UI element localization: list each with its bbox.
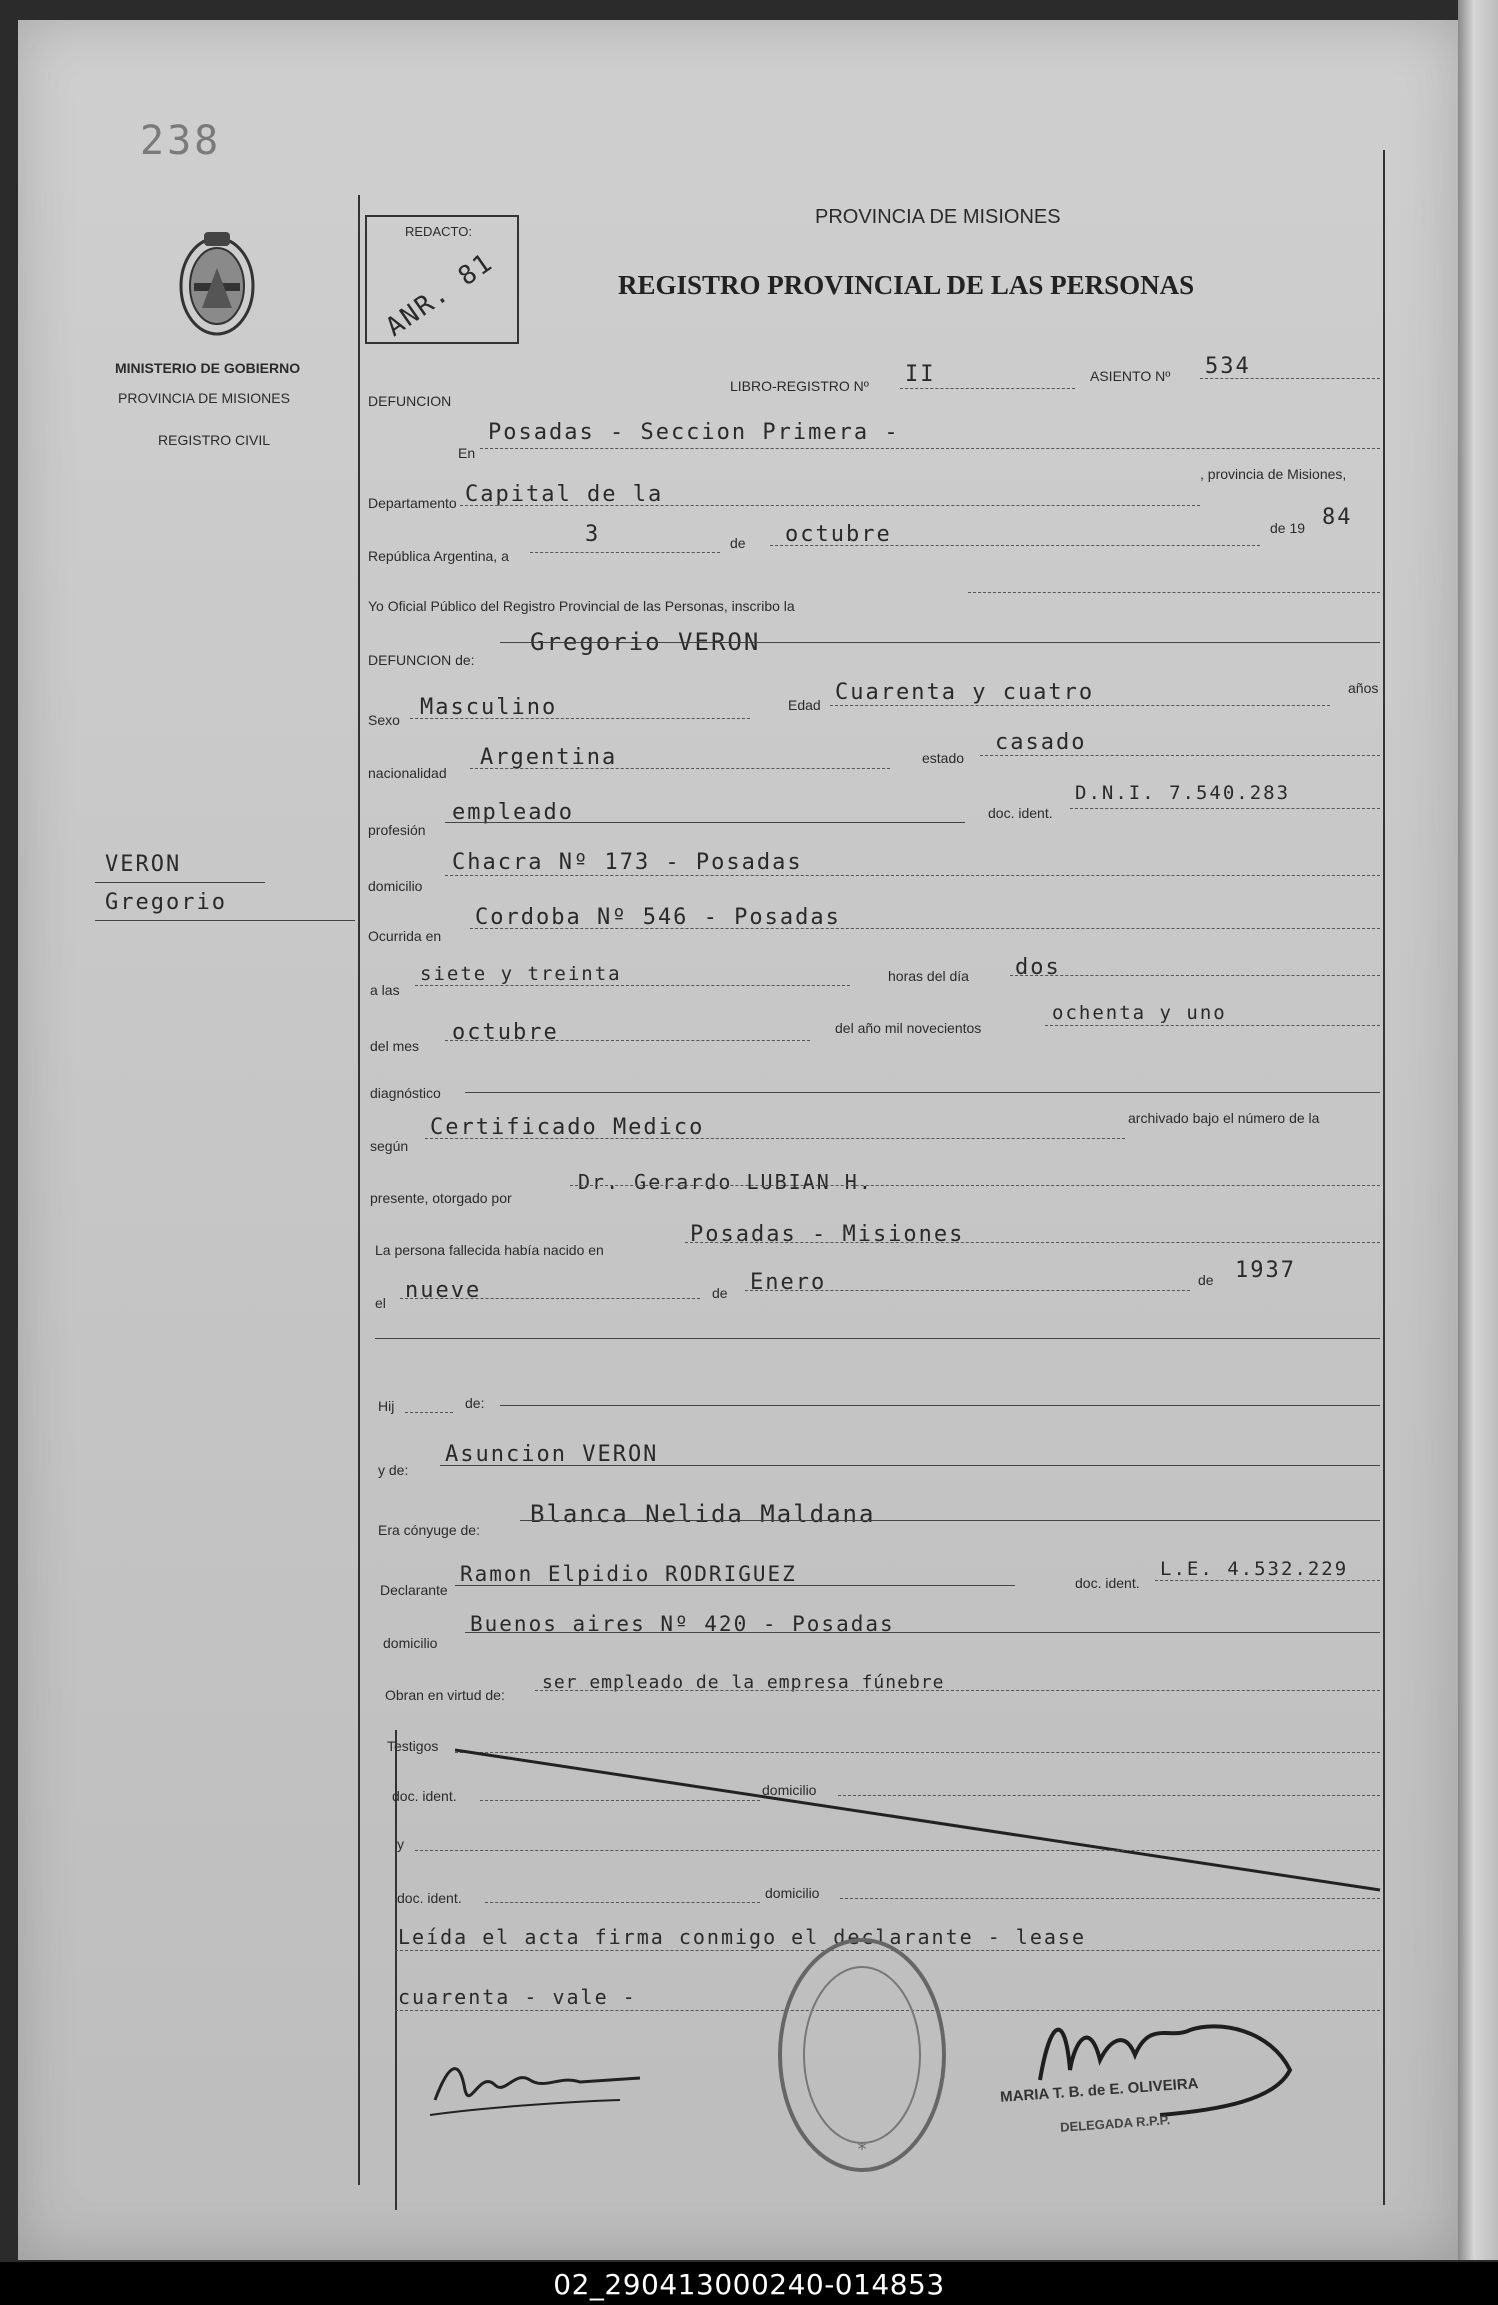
domicilio-label: domicilio (368, 878, 423, 894)
obran-value: ser empleado de la empresa fúnebre (542, 1672, 945, 1693)
el-de2-label: de (1198, 1272, 1214, 1288)
asiento-line (1200, 378, 1380, 379)
edad-value: Cuarenta y cuatro (835, 680, 1095, 705)
republica-month: octubre (785, 522, 892, 547)
margin-given-line (95, 920, 355, 921)
en-value: Posadas - Seccion Primera - (488, 420, 900, 445)
blank-line (375, 1338, 1380, 1339)
hij-de-label: de: (465, 1395, 485, 1411)
closing-line1: Leída el acta firma conmigo el declarante - lease (398, 1925, 1087, 1949)
profesion-value: empleado (452, 800, 574, 825)
form-left-border (358, 195, 360, 2185)
ministry-line1: MINISTERIO DE GOBIERNO (115, 360, 301, 376)
libro-value: II (905, 362, 936, 387)
margin-given: Gregorio (105, 890, 227, 915)
hij-label: Hij (378, 1398, 395, 1414)
doc2-label: doc. ident. (397, 1890, 462, 1906)
a-las-line (415, 985, 850, 986)
conyuge-line (520, 1520, 1380, 1521)
defuncion-de-value: Gregorio VERON (530, 628, 761, 656)
departamento-label: Departamento (368, 495, 457, 511)
ocurrida-line (470, 928, 1380, 929)
estado-value: casado (995, 730, 1087, 755)
libro-line (900, 388, 1075, 389)
diagnostico-line (465, 1092, 1380, 1093)
conyuge-value: Blanca Nelida Maldana (530, 1500, 876, 1528)
declarante-label: Declarante (380, 1582, 448, 1598)
ano-label: del año mil novecientos (835, 1020, 982, 1036)
margin-surname-line (95, 882, 265, 883)
dia-value: dos (1015, 955, 1061, 980)
republica-day: 3 (585, 522, 601, 547)
official-seal-stamp (770, 1930, 955, 2180)
book-binding-edge (1458, 0, 1498, 2260)
footer-id: 02_290413000240-014853 (553, 2268, 945, 2301)
republica-day-line (530, 552, 720, 553)
nacido-value: Posadas - Misiones (690, 1222, 965, 1247)
ano-value: ochenta y uno (1052, 1002, 1227, 1024)
domicilio2-line (465, 1632, 1380, 1633)
asiento-label: ASIENTO Nº (1090, 368, 1171, 384)
obran-label: Obran en virtud de: (385, 1687, 505, 1703)
ocurrida-label: Ocurrida en (368, 928, 442, 944)
doc2-domicilio-line (840, 1898, 1380, 1899)
nacido-line (685, 1242, 1380, 1243)
del-mes-line (445, 1040, 810, 1041)
nacionalidad-line (470, 768, 890, 769)
doc1-domicilio-label: domicilio (762, 1782, 817, 1798)
declarante-doc: L.E. 4.532.229 (1160, 1558, 1349, 1580)
republica-de: de (730, 535, 746, 551)
y-de-label: y de: (378, 1462, 409, 1478)
header-province: PROVINCIA DE MISIONES (815, 206, 1061, 228)
declarante-doc-line (1155, 1580, 1380, 1581)
en-line (480, 448, 1380, 449)
ocurrida-value: Cordoba Nº 546 - Posadas (475, 905, 841, 930)
testigos-label: Testigos (387, 1738, 439, 1754)
el-mes: Enero (750, 1270, 827, 1295)
departamento-line (460, 505, 1200, 506)
del-mes-label: del mes (370, 1038, 420, 1054)
segun-suffix: archivado bajo el número de la (1128, 1110, 1320, 1126)
redacto-label: REDACTO: (405, 224, 472, 239)
segun-line (425, 1138, 1125, 1139)
profesion-label: profesión (368, 822, 426, 838)
y-de-value: Asuncion VERON (445, 1442, 659, 1467)
ano-line (1045, 1025, 1380, 1026)
departamento-value: Capital de la (465, 482, 664, 507)
asiento-value: 534 (1205, 354, 1251, 379)
domicilio-value: Chacra Nº 173 - Posadas (452, 850, 803, 875)
a-las-value: siete y treinta (420, 963, 622, 985)
domicilio2-value: Buenos aires Nº 420 - Posadas (470, 1612, 895, 1636)
edad-label: Edad (788, 697, 821, 713)
domicilio-line (445, 875, 1380, 876)
republica-year-label: de 19 (1270, 520, 1306, 536)
departamento-suffix: , provincia de Misiones, (1200, 466, 1347, 482)
declarante-line (455, 1585, 1015, 1586)
stamp-title: DELEGADA R.P.P. (1059, 2112, 1171, 2135)
conyuge-label: Era cónyuge de: (378, 1522, 480, 1538)
el-label: el (375, 1295, 386, 1311)
cancel-stroke (455, 1740, 1385, 1900)
doc1-domicilio-line (838, 1795, 1380, 1796)
hij-de-line (500, 1405, 1380, 1406)
ministry-line2: PROVINCIA DE MISIONES (118, 390, 290, 406)
nacionalidad-label: nacionalidad (368, 765, 447, 781)
doc-value: D.N.I. 7.540.283 (1075, 782, 1291, 804)
declarant-signature (420, 2040, 660, 2130)
defuncion-de-label: DEFUNCION de: (368, 652, 475, 668)
obran-line (535, 1690, 1380, 1691)
declarante-doc-label: doc. ident. (1075, 1575, 1140, 1591)
en-label: En (458, 445, 476, 461)
nacionalidad-value: Argentina (480, 745, 618, 770)
segun-label: según (370, 1138, 409, 1154)
officer-signature (1020, 1980, 1340, 2140)
libro-label: LIBRO-REGISTRO Nº (730, 378, 869, 394)
domicilio2-label: domicilio (383, 1635, 438, 1651)
ministry-line3: REGISTRO CIVIL (158, 432, 271, 448)
del-mes-value: octubre (452, 1020, 559, 1045)
defuncion-de-line (500, 642, 1380, 643)
presente-value: Dr. Gerardo LUBIAN H. (578, 1170, 873, 1194)
profesion-line (445, 822, 965, 823)
doc2-domicilio-label: domicilio (765, 1885, 820, 1901)
margin-surname: VERON (105, 852, 182, 877)
republica-label: República Argentina, a (368, 548, 509, 564)
horas-label: horas del día (888, 968, 969, 984)
anos-label: años (1348, 680, 1379, 696)
doc-line (1070, 808, 1380, 809)
declarante-value: Ramon Elpidio RODRIGUEZ (460, 1562, 797, 1586)
segun-value: Certificado Medico (430, 1115, 705, 1140)
defuncion-label: DEFUNCION (368, 393, 452, 409)
stamp-name: MARIA T. B. de E. OLIVEIRA (999, 2075, 1199, 2106)
diagnostico-label: diagnóstico (370, 1085, 441, 1101)
page-number: 238 (140, 118, 222, 164)
doc2-line (485, 1902, 760, 1903)
svg-text:*: * (857, 2139, 867, 2160)
republica-year: 84 (1322, 505, 1353, 530)
closing-line2: cuarenta - vale - (398, 1985, 637, 2009)
y-line (415, 1850, 1380, 1851)
nacido-label: La persona fallecida había nacido en (375, 1242, 604, 1258)
edad-line (830, 705, 1330, 706)
presente-line (570, 1185, 1380, 1186)
el-value: nueve (405, 1278, 482, 1303)
el-de-label: de (712, 1285, 728, 1301)
oficial-label: Yo Oficial Público del Registro Provincial de las Personas, inscribo la (368, 598, 795, 614)
republica-month-line (770, 545, 1260, 546)
doc-label: doc. ident. (988, 805, 1053, 821)
el-mes-line (745, 1290, 1190, 1291)
el-year: 1937 (1235, 1258, 1296, 1283)
presente-label: presente, otorgado por (370, 1190, 512, 1206)
sexo-value: Masculino (420, 695, 558, 720)
redacto-value: ANR. 81 (380, 247, 500, 343)
sexo-line (410, 718, 750, 719)
a-las-label: a las (370, 982, 400, 998)
dia-line (1010, 975, 1380, 976)
doc1-line (480, 1800, 760, 1801)
el-line (400, 1298, 700, 1299)
hij-line (405, 1412, 453, 1413)
y-de-line (440, 1465, 1380, 1466)
y-label: y (397, 1836, 404, 1852)
estado-label: estado (922, 750, 965, 766)
header-title: REGISTRO PROVINCIAL DE LAS PERSONAS (618, 270, 1195, 300)
oficial-line (968, 592, 1380, 593)
estado-line (980, 755, 1380, 756)
sexo-label: Sexo (368, 712, 400, 728)
coat-of-arms-icon (172, 228, 262, 343)
doc1-label: doc. ident. (392, 1788, 457, 1804)
